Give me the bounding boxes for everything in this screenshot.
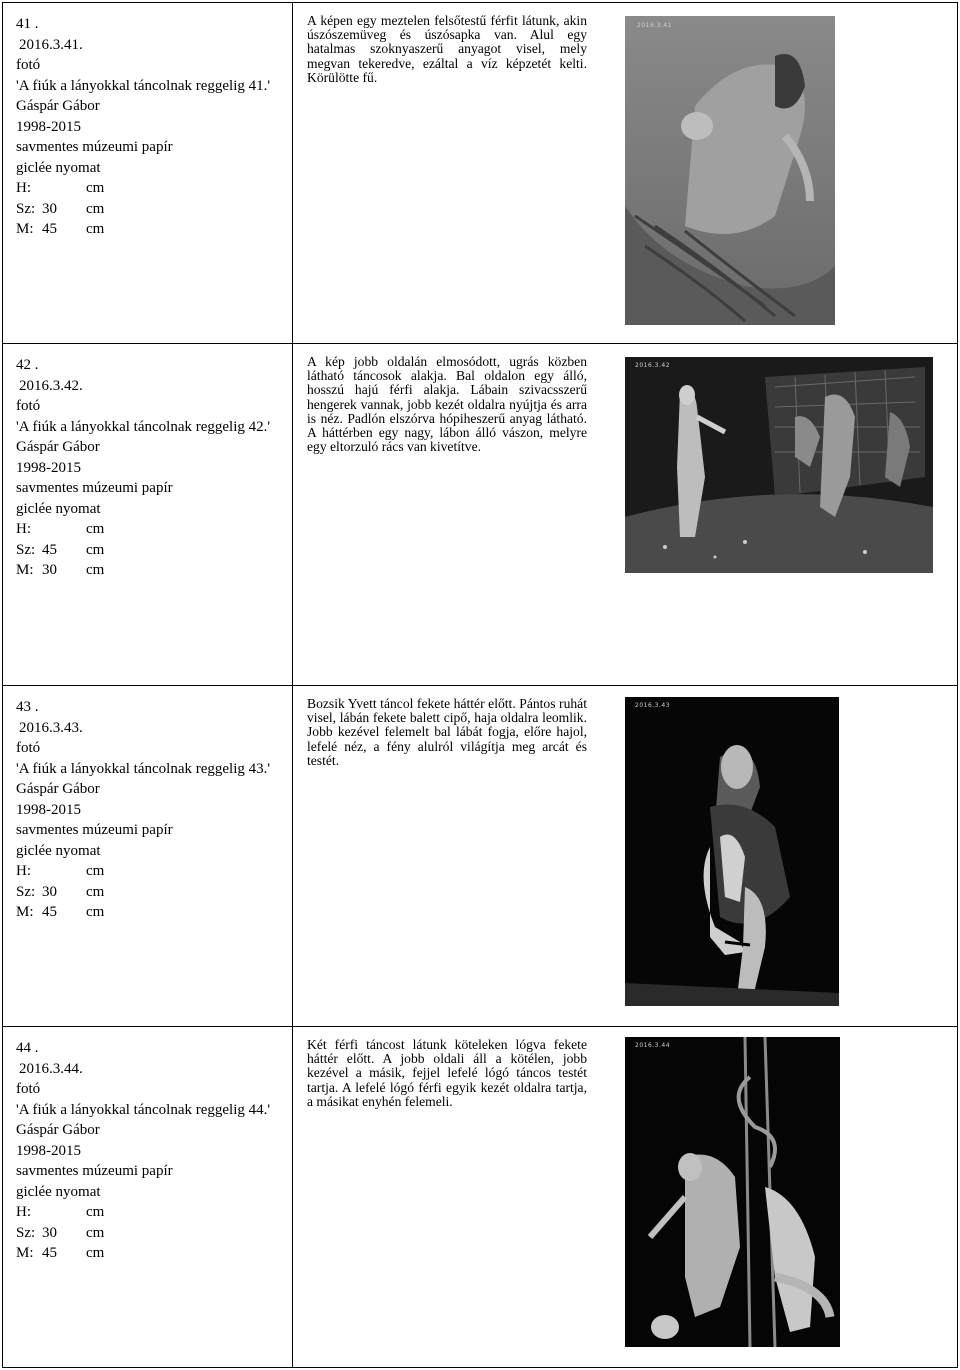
dimension-value: 30	[42, 883, 57, 900]
paper-type: savmentes múzeumi papír	[16, 822, 173, 838]
dimension-unit: cm	[86, 180, 105, 196]
dimension-label: H:	[16, 863, 31, 879]
dimension-value: 30	[42, 562, 57, 578]
dimension-label: M:	[16, 904, 34, 920]
catalog-entry	[0, 2, 960, 343]
object-type: fotó	[16, 1081, 41, 1097]
inventory-code: 2016.3.42.	[19, 377, 83, 394]
dimension-unit: cm	[86, 1245, 105, 1261]
dimension-label: Sz:	[16, 541, 36, 558]
dimension-value: 30	[42, 200, 57, 217]
print-technique: giclée nyomat	[16, 500, 101, 517]
author-name: Gáspár Gábor	[16, 439, 100, 455]
photo-illustration	[625, 1037, 840, 1347]
paper-type: savmentes múzeumi papír	[16, 1163, 173, 1179]
dimension-label: M:	[16, 1245, 34, 1261]
depth-dimension	[16, 219, 292, 240]
dimension-unit: cm	[86, 562, 105, 578]
dimension-unit: cm	[86, 521, 105, 537]
photo-illustration	[625, 357, 933, 573]
depth-dimension	[16, 560, 292, 581]
dimension-value: 45	[42, 541, 57, 558]
creation-years: 1998-2015	[16, 801, 81, 818]
object-type: fotó	[16, 740, 41, 756]
object-type: fotó	[16, 57, 41, 73]
depth-dimension	[16, 902, 292, 923]
inventory-code: 2016.3.43.	[19, 719, 83, 736]
author-name: Gáspár Gábor	[16, 1122, 100, 1138]
artwork-description: Két férfi táncost látunk köteleken lógva fekete háttér előtt. A jobb oldali áll a kötélen, jobb kezével a másik, fejjel lefelé lógó táncos testét tartja. A lefelé lógó férfi egyik kezét oldalra tartja, a másikat enyhén felemeli.	[307, 1037, 587, 1109]
creation-years: 1998-2015	[16, 118, 81, 135]
dimension-unit: cm	[86, 221, 105, 237]
photo-stamp: 2016.3.43	[635, 702, 671, 709]
width-dimension	[16, 1223, 292, 1244]
dimension-unit: cm	[86, 541, 105, 558]
catalog-entry	[0, 1026, 960, 1367]
artwork-description: A képen egy meztelen felsőtestű férfit látunk, akin úszószemüveg és úszósapka van. Alul egy hatalmas szoknyaszerű anyagot visel, mely megvan tekeredve, ezáltal a víz képzetét kelti. Körülötte fű.	[307, 13, 587, 85]
artwork-photo	[625, 16, 835, 325]
dimension-label: M:	[16, 562, 34, 578]
dimension-unit: cm	[86, 863, 105, 879]
inventory-code: 2016.3.41.	[19, 36, 83, 53]
dimension-label: Sz:	[16, 200, 36, 217]
dimension-unit: cm	[86, 1204, 105, 1220]
entry-number: 44 .	[16, 1040, 39, 1056]
table-border-bottom	[2, 1367, 958, 1368]
artwork-title: 'A fiúk a lányokkal táncolnak reggelig 41.'	[16, 77, 271, 94]
author-name: Gáspár Gábor	[16, 781, 100, 797]
dimension-label: Sz:	[16, 883, 36, 900]
width-dimension	[16, 540, 292, 561]
creation-years: 1998-2015	[16, 1142, 81, 1159]
paper-type: savmentes múzeumi papír	[16, 139, 173, 155]
width-dimension	[16, 199, 292, 220]
artwork-photo	[625, 1037, 840, 1347]
dimension-label: M:	[16, 221, 34, 237]
dimension-unit: cm	[86, 904, 105, 920]
artwork-description: Bozsik Yvett táncol fekete háttér előtt. Pántos ruhát visel, lábán fekete balett cipő, haja oldalra leomlik. Jobb kezével felemelt bal lábát fogja, előre hajol, lefelé néz, a fény alulról világítja meg arcát és testét.	[307, 696, 587, 768]
catalog-entry	[0, 685, 960, 1026]
height-dimension	[16, 1202, 292, 1223]
creation-years: 1998-2015	[16, 459, 81, 476]
inventory-code: 2016.3.44.	[19, 1060, 83, 1077]
height-dimension	[16, 178, 292, 199]
dimension-label: H:	[16, 180, 31, 196]
entry-metadata	[16, 697, 292, 923]
author-name: Gáspár Gábor	[16, 98, 100, 114]
dimension-value: 45	[42, 1245, 57, 1261]
artwork-title: 'A fiúk a lányokkal táncolnak reggelig 43.'	[16, 760, 271, 777]
entry-metadata	[16, 14, 292, 240]
print-technique: giclée nyomat	[16, 842, 101, 859]
artwork-title: 'A fiúk a lányokkal táncolnak reggelig 44.'	[16, 1101, 271, 1118]
photo-stamp: 2016.3.41	[637, 22, 673, 29]
catalog-entry	[0, 343, 960, 685]
object-type: fotó	[16, 398, 41, 414]
dimension-label: H:	[16, 1204, 31, 1220]
dimension-value: 45	[42, 221, 57, 237]
height-dimension	[16, 519, 292, 540]
artwork-photo	[625, 697, 839, 1006]
artwork-description: A kép jobb oldalán elmosódott, ugrás közben látható táncosok alakja. Bal oldalon egy álló, hosszú hajú férfi alakja. Lábain szivacsszerű hengerek vannak, jobb kezét oldalra nyújtja és arra is néz. Padlón elszórva hópiheszerű anyag látható. A háttérben egy nagy, lábon álló vászon, melyre egy eltorzuló rács van kivetítve.	[307, 354, 587, 455]
entry-metadata	[16, 1038, 292, 1264]
dimension-unit: cm	[86, 200, 105, 217]
print-technique: giclée nyomat	[16, 159, 101, 176]
entry-number: 43 .	[16, 699, 39, 715]
dimension-unit: cm	[86, 1224, 105, 1241]
depth-dimension	[16, 1243, 292, 1264]
height-dimension	[16, 861, 292, 882]
artwork-title: 'A fiúk a lányokkal táncolnak reggelig 42.'	[16, 418, 271, 435]
photo-illustration	[625, 697, 839, 1006]
entry-number: 42 .	[16, 357, 39, 373]
dimension-value: 45	[42, 904, 57, 920]
print-technique: giclée nyomat	[16, 1183, 101, 1200]
photo-stamp: 2016.3.44	[635, 1042, 671, 1049]
artwork-photo	[625, 357, 933, 573]
paper-type: savmentes múzeumi papír	[16, 480, 173, 496]
dimension-label: H:	[16, 521, 31, 537]
dimension-unit: cm	[86, 883, 105, 900]
entry-number: 41 .	[16, 16, 39, 32]
entry-metadata	[16, 355, 292, 581]
photo-stamp: 2016.3.42	[635, 362, 671, 369]
photo-illustration	[625, 16, 835, 325]
width-dimension	[16, 882, 292, 903]
dimension-value: 30	[42, 1224, 57, 1241]
dimension-label: Sz:	[16, 1224, 36, 1241]
